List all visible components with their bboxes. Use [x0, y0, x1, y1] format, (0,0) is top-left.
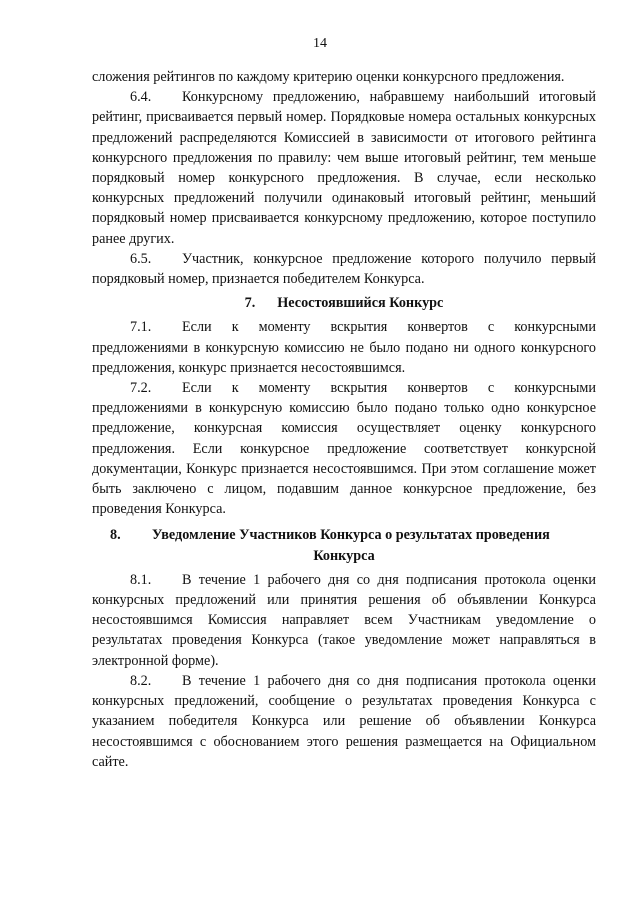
paragraph-text: В течение 1 рабочего дня со дня подписания протокола оценки конкурсных предложений или принятия решения об объявлении Конкурса несостоявшимся Комиссия направляет всем Участникам уведомление о результатах проведения Конкурса (такое уведомление может направляться в электронной форме).: [92, 571, 596, 669]
paragraph-8-1: [92, 570, 596, 671]
section-title-line1: Уведомление Участников Конкурса о результатах проведения: [152, 527, 550, 544]
paragraph-8-2: [92, 671, 596, 772]
paragraph-number: 6.4.: [130, 89, 152, 106]
section-title: Несостоявшийся Конкурс: [277, 295, 444, 312]
section-8-heading: [92, 525, 596, 565]
paragraph-7-2: [92, 378, 596, 519]
paragraph-text: В течение 1 рабочего дня со дня подписания протокола оценки конкурсных предложений, сообщение о результатах проведения Конкурса с указанием победителя Конкурса или решение об объявлении Конкурса несостоявшимся с обоснованием этого решения размещается на Официальном сайте.: [92, 672, 596, 770]
paragraph-number: 7.1.: [130, 319, 152, 336]
section-title-line2: Конкурса: [313, 547, 375, 564]
section-7-heading: [92, 293, 596, 313]
paragraph-text: Участник, конкурсное предложение которого получило первый порядковый номер, признается победителем Конкурса.: [92, 250, 596, 288]
paragraph-number: 7.2.: [130, 380, 152, 397]
page-number: 14: [313, 36, 327, 51]
paragraph-7-1: [92, 317, 596, 378]
paragraph-text: Если к моменту вскрытия конвертов с конкурсными предложениями в конкурсную комиссию было подано только одно конкурсное предложение, конкурсная комиссия осуществляет оценку конкурсного предложения. Если конкурсное предложение соответствует конкурсной документации, Конкурс признается несостоявшимся. При этом соглашение может быть заключено с лицом, подавшим данное конкурсное предложение, без проведения Конкурса.: [92, 380, 596, 518]
paragraph-text: сложения рейтингов по каждому критерию оценки конкурсного предложения.: [92, 69, 565, 85]
paragraph-6-4: [92, 87, 596, 249]
section-number: 7.: [244, 295, 256, 312]
paragraph-text: Конкурсному предложению, набравшему наибольший итоговый рейтинг, присваивается первый номер. Порядковые номера остальных конкурсных предложений распределяются Комиссией в зависимости от итогового рейтинга конкурсного предложения по правилу: чем выше итоговый рейтинг, тем меньше порядковый номер конкурсного предложения. В случае, если несколько конкурсных предложений получили одинаковый итоговый рейтинг, меньший порядковый номер присваивается конкурсному предложению, которое поступило ранее других.: [92, 89, 596, 247]
document-body: [92, 67, 596, 772]
paragraph-6-5: [92, 249, 596, 289]
paragraph-number: 8.1.: [130, 571, 152, 588]
paragraph-number: 6.5.: [130, 250, 152, 267]
paragraph-number: 8.2.: [130, 672, 152, 689]
paragraph-text: Если к моменту вскрытия конвертов с конкурсными предложениями в конкурсную комиссию не было подано ни одного конкурсного предложения, конкурс признается несостоявшимся.: [92, 319, 596, 376]
paragraph-6-3-continuation: [92, 67, 596, 87]
section-number: 8.: [110, 527, 121, 544]
